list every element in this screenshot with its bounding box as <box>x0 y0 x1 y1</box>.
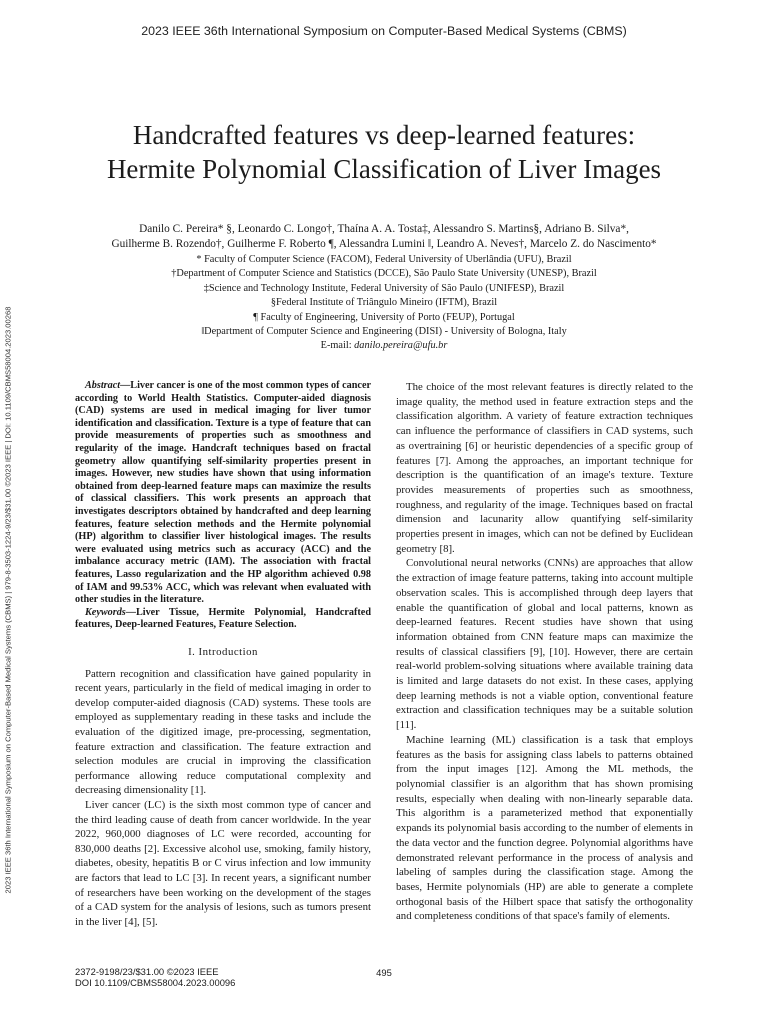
keywords-label: Keywords <box>85 606 126 618</box>
email-address[interactable]: danilo.pereira@ufu.br <box>354 340 448 352</box>
intro-paragraph-2: Liver cancer (LC) is the sixth most common type of cancer and the third leading cause of death from cancer worldwide. In the year 2022, 960,000 diagnoses of LC were recorded, accounting for 830,000 deaths [2]. Excessive alcohol use, smoking, family history, diabetes, obesity, hepatitis B or C virus infection and low immunity are factors that lead to LC [3]. In recent years, a significant number of researchers have been working on the development of the stages of a CAD system for the analysis of lesions, such as tumors present in the liver [4], [5]. <box>75 799 371 928</box>
body-paragraph-2: Convolutional neural networks (CNNs) are approaches that allow the extraction of image feature patterns, taking into account multiple observation scales. This is accomplished through deep layers that enable the quantification of global and local patterns, known as deep-learned features. Recent studies have shown that using information obtained from CNN feature maps can maximize the results of classical classifiers [9], [10]. However, there are certain real-world problem-solving situations where available training data is limited and large datasets do not exist. In these cases, applying deep learning methods is not a viable option, conventional feature extraction and classification techniques may be a suitable solution [11]. <box>396 557 693 732</box>
body-paragraph-1: The choice of the most relevant features is directly related to the image quality, the method used in feature extraction steps and the classification algorithm. A variety of feature extraction techniques can influence the performance of classifiers in CAD systems, such as overtraining [6] or heuristic dependencies of a specific group of features [7]. Among the approaches, an important technique for description is the quantification of an image's texture. Texture provides measurements of properties such as smoothness, roughness, and regularity of the image. Techniques based on fractal dimension and lacunarity allow quantifying self-similarity properties present in images, which can not be defined by Euclidean geometry [8]. <box>396 381 693 555</box>
email-line <box>60 339 708 353</box>
paper-title <box>40 118 728 186</box>
keywords-text: —Liver Tissue, Hermite Polynomial, Handcrafted features, Deep-learned Features, Feature Selection. <box>75 606 371 631</box>
intro-paragraph-1: Pattern recognition and classification have gained popularity in recent years, particularly in the field of medical imaging in order to develop computer-aided diagnosis (CAD) systems. These tools are employed as supplementary reading in these tasks and include the evaluation of the digitized image, pre-processing, segmentation, feature extraction and classification. The feature extraction and selection modules are crucial in improving the classification performance allowing reduce computational complexity and decreasing dimensionality [1]. <box>75 667 371 797</box>
title-line-2: Hermite Polynomial Classification of Liver Images <box>106 154 662 184</box>
keywords <box>75 607 371 632</box>
abstract <box>75 380 371 607</box>
author-list <box>60 222 708 252</box>
affiliation-5: ¶ Faculty of Engineering, University of Porto (FEUP), Portugal <box>253 311 515 323</box>
footer-doi: DOI 10.1109/CBMS58004.2023.00096 <box>75 976 236 988</box>
affiliation-1: * Faculty of Computer Science (FACOM), Federal University of Uberlândia (UFU), Brazil <box>196 254 572 265</box>
conference-header: 2023 IEEE 36th International Symposium on Computer-Based Medical Systems (CBMS) <box>141 24 627 38</box>
abstract-label: Abstract <box>85 380 121 391</box>
affiliation-2: †Department of Computer Science and Statistics (DCCE), São Paulo State University (UNESP), Brazil <box>171 268 597 280</box>
affiliations <box>60 253 708 354</box>
left-column <box>75 380 371 929</box>
author-line-2: Guilherme B. Rozendo†, Guilherme F. Roberto ¶, Alessandra Lumini ‖, Leandro A. Neves†, Marcelo Z. do Nascimento* <box>111 238 657 251</box>
page-number: 495 <box>376 967 392 978</box>
side-citation-text: 2023 IEEE 36th International Symposium on Computer-Based Medical Systems (CBMS) | 979-8-3503-1224-9/23/$31.00 ©2023 IEEE | DOI: 10.1109/CBMS58004.2023.00268 <box>3 306 13 894</box>
email-label: E-mail: <box>320 340 355 352</box>
title-line-1: Handcrafted features vs deep-learned features: <box>132 120 636 150</box>
side-citation-strip <box>2 220 14 980</box>
section-heading-introduction: I. Introduction <box>188 645 258 658</box>
affiliation-6: ‖Department of Computer Science and Engineering (DISI) - University of Bologna, Italy <box>201 326 567 338</box>
author-line-1: Danilo C. Pereira* §, Leonardo C. Longo†, Thaína A. A. Tosta‡, Alessandro S. Martins§, Adriano B. Silva*, <box>139 223 629 235</box>
abstract-text: —Liver cancer is one of the most common types of cancer according to World Health Statistics. Computer-aided diagnosis (CAD) systems are used in medical imaging for liver tumor identification and classification. Texture is a type of feature that can provide measurements of properties such as smoothness and regularity of the image. Handcraft techniques based on fractal geometry allow quantifying self-similarity properties present in images. However, new studies have shown that using information obtained from deep-learned feature maps can maximize the results of classical classifiers. This work presents an approach that investigates descriptors obtained by handcrafted and deep learning features, feature selection methods and the Hermite polynomial (HP) algorithm to classifier liver histological images. The results were evaluated using metrics such as accuracy (ACC) and the imbalance accuracy metric (IAM). The association with fractal features, Lasso regularization and the HP algorithm achieved 0.98 of IAM and 99.53% ACC, which was relevant when evaluated with other studies in the literature. <box>75 380 371 606</box>
right-column <box>396 380 693 924</box>
footer-issn: 2372-9198/23/$31.00 ©2023 IEEE <box>75 966 219 977</box>
affiliation-3: ‡Science and Technology Institute, Federal University of São Paulo (UNIFESP), Brazil <box>203 282 565 294</box>
affiliation-4: §Federal Institute of Triângulo Mineiro (IFTM), Brazil <box>270 297 498 309</box>
body-paragraph-3: Machine learning (ML) classification is a task that employs features as the basis for assigning class labels to patterns obtained from the input images [12]. Among the ML methods, the polynomial classifier is an algorithm that has shown promising results, especially when dealing with non-linearly separable data. This algorithm is a parameterized method that exponentially expands its polynomial basis according to the number of elements in the data vector and the function degree. Polynomial algorithms have demonstrated relevant performance in the process of analysis and labeling of samples during the classification stage. Among the bases, Hermite polynomials (HP) are able to generate a complete orthogonal basis of the Hilbert space that satisfy the orthogonality and completeness conditions of that space's family of elements. <box>396 733 693 923</box>
